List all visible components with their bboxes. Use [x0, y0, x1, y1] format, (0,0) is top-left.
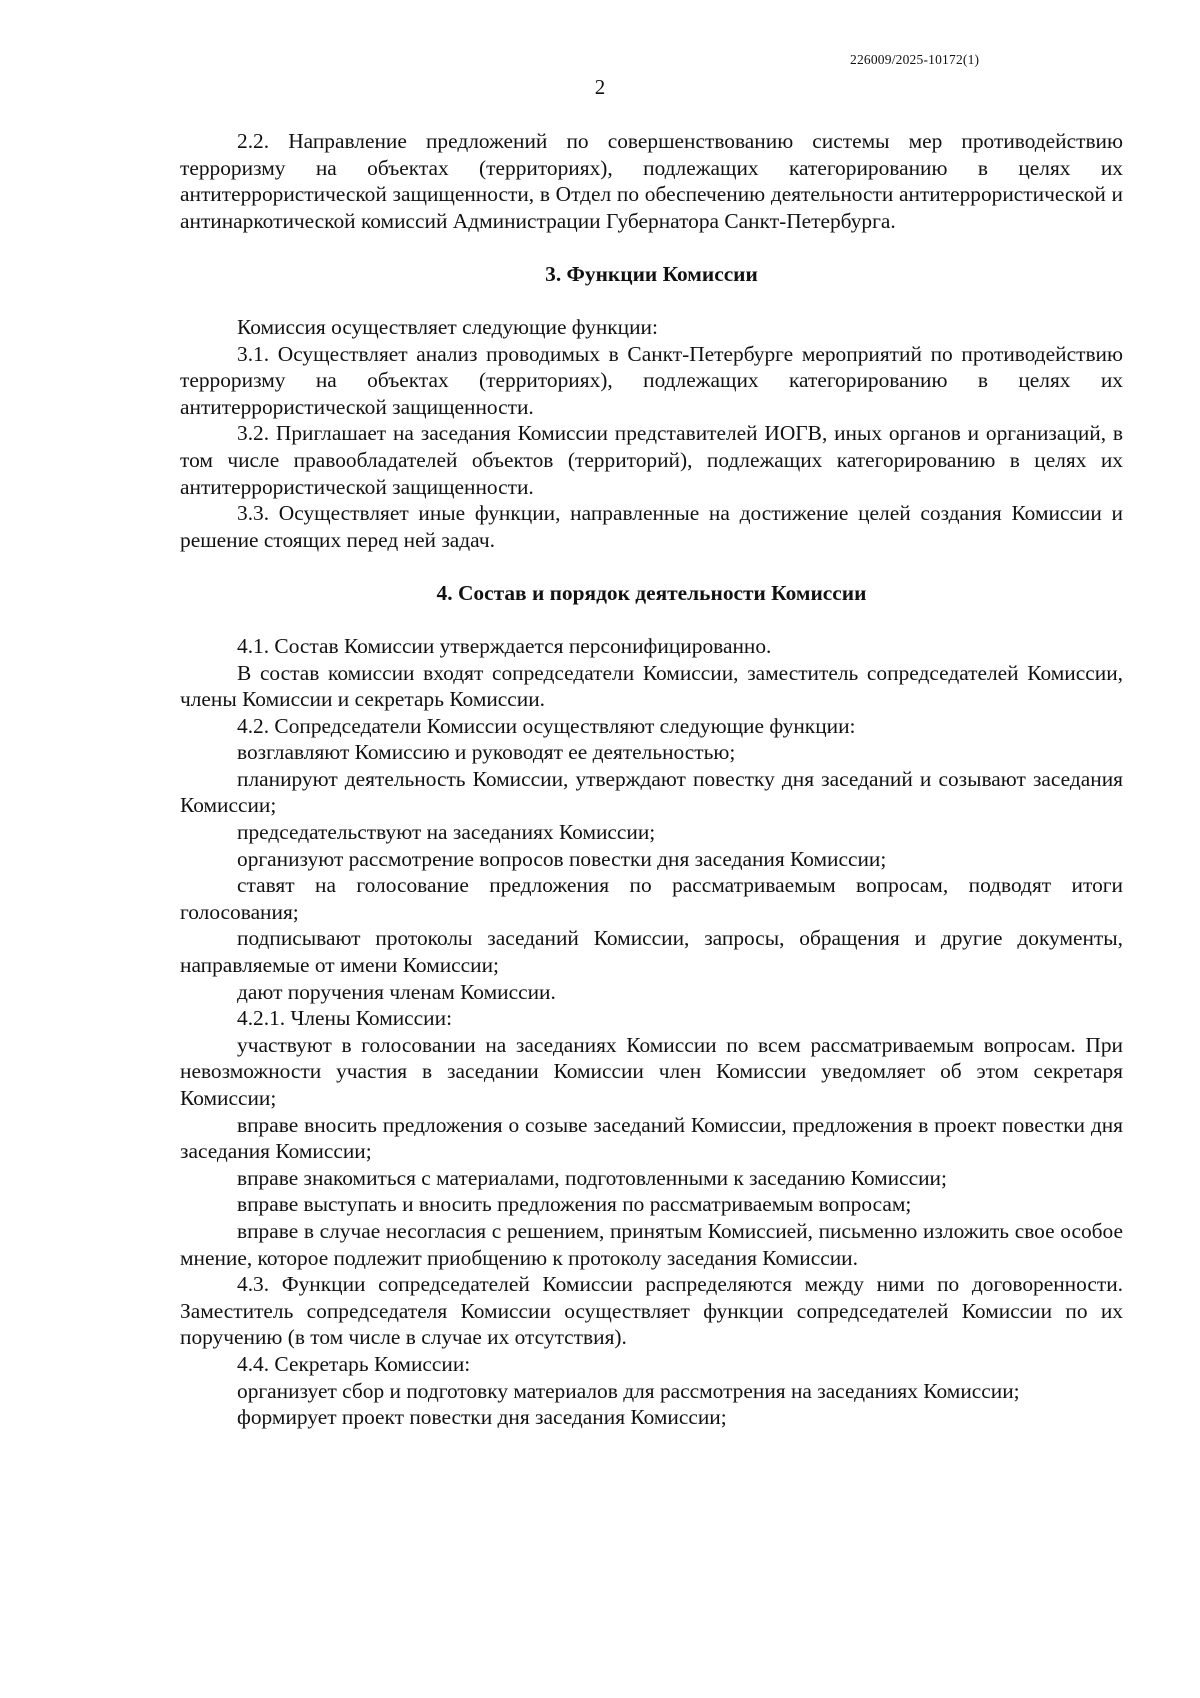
- paragraph-4-1-composition: В состав комиссии входят сопредседатели Комиссии, заместитель сопредседателей Комиссии, члены Комиссии и секретарь Комиссии.: [180, 660, 1123, 712]
- list-item-4-2-b: планируют деятельность Комиссии, утверждают повестку дня заседаний и созывают заседания Комиссии;: [180, 766, 1123, 818]
- list-item-4-2-d: организуют рассмотрение вопросов повестки дня заседания Комиссии;: [237, 846, 887, 871]
- section-heading-4: 4. Состав и порядок деятельности Комиссии: [436, 581, 867, 606]
- paragraph-3-1: 3.1. Осуществляет анализ проводимых в Санкт-Петербурге мероприятий по противодействию терроризму на объектах (территориях), подлежащих категорированию в целях их антитеррористической защищенности.: [180, 341, 1123, 419]
- list-item-4-2-a: возглавляют Комиссию и руководят ее деятельностью;: [237, 740, 736, 765]
- document-id: 226009/2025-10172(1): [850, 52, 980, 67]
- document-body: [180, 128, 1123, 1431]
- section-heading-3: 3. Функции Комиссии: [545, 262, 758, 287]
- list-item-4-2-1-d: вправе выступать и вносить предложения по рассматриваемым вопросам;: [237, 1192, 912, 1217]
- list-item-4-2-c: председательствуют на заседаниях Комиссии;: [237, 820, 656, 845]
- paragraph-4-2: 4.2. Сопредседатели Комиссии осуществляют следующие функции:: [237, 713, 856, 738]
- list-item-4-2-1-c: вправе знакомиться с материалами, подготовленными к заседанию Комиссии;: [237, 1165, 947, 1190]
- paragraph-4-3: 4.3. Функции сопредседателей Комиссии распределяются между ними по договоренности. Заместитель сопредседателя Комиссии осуществляет функции сопредседателей Комиссии по их поручению (в том числе в случае их отсутствия).: [180, 1272, 1123, 1350]
- paragraph-3-3: 3.3. Осуществляет иные функции, направленные на достижение целей создания Комиссии и решение стоящих перед ней задач.: [180, 501, 1123, 552]
- list-item-4-4-b: формирует проект повестки дня заседания Комиссии;: [237, 1405, 727, 1430]
- page-number: 2: [594, 75, 606, 99]
- paragraph-2-2: 2.2. Направление предложений по совершенствованию системы мер противодействию терроризму на объектах (территориях), подлежащих категорированию в целях их антитеррористической защищенности, в Отдел по обеспечению деятельности антитеррористической и антинаркотической комиссий Администрации Губернатора Санкт-Петербурга.: [180, 129, 1123, 233]
- paragraph-4-4: 4.4. Секретарь Комиссии:: [237, 1351, 471, 1376]
- list-item-4-2-1-b: вправе вносить предложения о созыве заседаний Комиссии, предложения в проект повестки дня заседания Комиссии;: [180, 1112, 1123, 1164]
- list-item-4-2-1-e: вправе в случае несогласия с решением, принятым Комиссией, письменно изложить свое особое мнение, которое подлежит приобщению к протоколу заседания Комиссии.: [180, 1218, 1123, 1270]
- paragraph-4-2-1: 4.2.1. Члены Комиссии:: [237, 1006, 453, 1031]
- paragraph-4-1: 4.1. Состав Комиссии утверждается персонифицированно.: [237, 633, 772, 658]
- list-item-4-4-a: организует сбор и подготовку материалов для рассмотрения на заседаниях Комиссии;: [237, 1378, 1020, 1403]
- paragraph-3-intro: Комиссия осуществляет следующие функции:: [237, 314, 658, 339]
- list-item-4-2-e: ставят на голосование предложения по рассматриваемым вопросам, подводят итоги голосования;: [180, 873, 1123, 924]
- list-item-4-2-g: дают поручения членам Комиссии.: [237, 979, 556, 1004]
- list-item-4-2-f: подписывают протоколы заседаний Комиссии, запросы, обращения и другие документы, направляемые от имени Комиссии;: [180, 926, 1123, 978]
- paragraph-3-2: 3.2. Приглашает на заседания Комиссии представителей ИОГВ, иных органов и организаций, в том числе правообладателей объектов (территорий), подлежащих категорированию в целях их антитеррористической защищенности.: [180, 421, 1123, 499]
- list-item-4-2-1-a: участвуют в голосовании на заседаниях Комиссии по всем рассматриваемым вопросам. При невозможности участия в заседании Комиссии член Комиссии уведомляет об этом секретаря Комиссии;: [180, 1032, 1123, 1110]
